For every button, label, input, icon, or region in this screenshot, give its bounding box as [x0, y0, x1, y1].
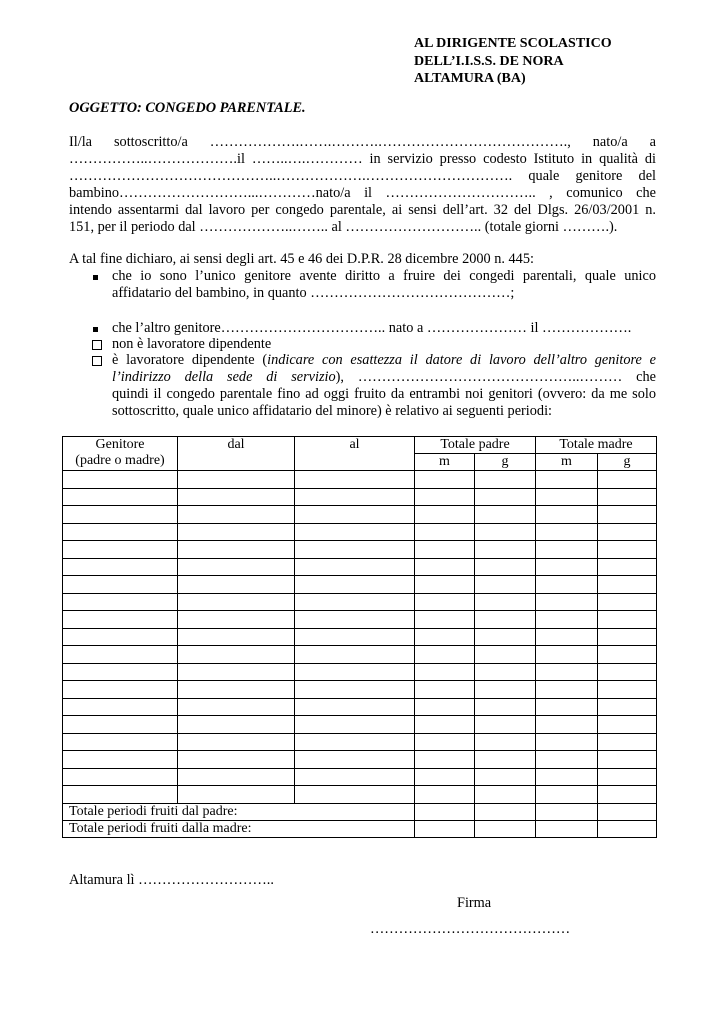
table-cell[interactable] — [536, 698, 598, 716]
table-cell[interactable] — [598, 558, 657, 576]
total-madre-label: Totale periodi fruiti dalla madre: — [63, 820, 415, 837]
table-cell[interactable] — [475, 576, 536, 594]
intro-line-6: 151, per il periodo dal ………………..…….. al ……………………….. (totale giorni ……….). — [69, 219, 618, 235]
table-cell[interactable] — [295, 628, 415, 646]
subheader-padre-g: g — [475, 454, 536, 471]
table-cell[interactable] — [598, 768, 657, 786]
table-cell[interactable] — [178, 558, 295, 576]
option-employee-line-4: sottoscritto, quale unico affidatario del minore) è relativo ai seguenti periodi: — [112, 403, 553, 419]
table-cell[interactable] — [598, 488, 657, 506]
table-cell[interactable] — [178, 786, 295, 804]
table-cell[interactable] — [178, 576, 295, 594]
subject-line: OGGETTO: CONGEDO PARENTALE. — [69, 100, 306, 116]
table-cell[interactable] — [63, 751, 178, 769]
table-cell[interactable] — [475, 523, 536, 541]
table-row — [63, 663, 657, 681]
table-row — [63, 768, 657, 786]
table-cell[interactable] — [598, 646, 657, 664]
intro-text: Il/la sottoscritto/a — [69, 134, 188, 150]
table-cell[interactable] — [63, 523, 178, 541]
table-cell[interactable] — [63, 663, 178, 681]
table-cell[interactable] — [415, 506, 475, 524]
table-cell[interactable] — [475, 663, 536, 681]
header-dal: dal — [178, 437, 295, 471]
total-madre-cell[interactable] — [536, 820, 598, 837]
table-cell[interactable] — [475, 733, 536, 751]
table-cell[interactable] — [415, 768, 475, 786]
table-cell[interactable] — [536, 786, 598, 804]
table-cell[interactable] — [415, 751, 475, 769]
table-cell[interactable] — [178, 698, 295, 716]
table-row — [63, 506, 657, 524]
table-row — [63, 628, 657, 646]
table-row — [63, 698, 657, 716]
table-cell[interactable] — [178, 611, 295, 629]
total-madre-cell[interactable] — [475, 820, 536, 837]
table-cell[interactable] — [415, 716, 475, 734]
intro-line-1 — [69, 134, 656, 151]
table-row — [63, 471, 657, 489]
table-cell[interactable] — [415, 681, 475, 699]
table-cell[interactable] — [178, 593, 295, 611]
total-padre-cell[interactable] — [415, 803, 475, 820]
table-cell[interactable] — [63, 733, 178, 751]
table-cell[interactable] — [536, 558, 598, 576]
table-row — [63, 611, 657, 629]
table-cell[interactable] — [63, 646, 178, 664]
table-cell[interactable] — [536, 488, 598, 506]
table-cell[interactable] — [415, 471, 475, 489]
table-cell[interactable] — [178, 541, 295, 559]
table-cell[interactable] — [598, 751, 657, 769]
table-row — [63, 733, 657, 751]
table-cell[interactable] — [415, 576, 475, 594]
table-cell[interactable] — [63, 593, 178, 611]
table-cell[interactable] — [536, 733, 598, 751]
table-cell[interactable] — [178, 663, 295, 681]
table-cell[interactable] — [295, 558, 415, 576]
table-cell[interactable] — [295, 681, 415, 699]
table-cell[interactable] — [63, 768, 178, 786]
table-row — [63, 523, 657, 541]
table-row — [63, 681, 657, 699]
table-cell[interactable] — [536, 506, 598, 524]
addressee-line-3: ALTAMURA (BA) — [414, 71, 526, 86]
table-cell[interactable] — [536, 716, 598, 734]
table-cell[interactable] — [415, 733, 475, 751]
table-row — [63, 716, 657, 734]
table-cell[interactable] — [295, 471, 415, 489]
item1-line-1: che io sono l’unico genitore avente diritto a fruire dei congedi parentali, quale unico — [112, 268, 656, 284]
table-cell[interactable] — [295, 768, 415, 786]
table-cell[interactable] — [63, 611, 178, 629]
header-genitore: Genitore (padre o madre) — [63, 437, 178, 471]
table-header-row — [63, 437, 657, 454]
header-al: al — [295, 437, 415, 471]
table-cell[interactable] — [475, 593, 536, 611]
table-cell[interactable] — [63, 716, 178, 734]
table-cell[interactable] — [475, 488, 536, 506]
header-totale-madre: Totale madre — [536, 437, 657, 454]
table-cell[interactable] — [598, 663, 657, 681]
table-row — [63, 488, 657, 506]
subheader-padre-m: m — [415, 454, 475, 471]
table-cell[interactable] — [536, 541, 598, 559]
table-cell[interactable] — [295, 593, 415, 611]
table-row — [63, 558, 657, 576]
table-cell[interactable] — [295, 646, 415, 664]
table-cell[interactable] — [63, 541, 178, 559]
table-cell[interactable] — [415, 628, 475, 646]
declaration-lead-text: A tal fine dichiaro, ai sensi degli art. 45 e 46 dei D.P.R. 28 dicembre 2000 n. 445: — [69, 251, 534, 267]
table-cell[interactable] — [536, 628, 598, 646]
table-cell[interactable] — [598, 733, 657, 751]
table-cell[interactable] — [63, 506, 178, 524]
total-madre-cell[interactable] — [598, 820, 657, 837]
declaration-lead — [69, 251, 656, 268]
subheader-madre-g: g — [598, 454, 657, 471]
table-cell[interactable] — [475, 716, 536, 734]
table-cell[interactable] — [295, 716, 415, 734]
table-cell[interactable] — [598, 681, 657, 699]
table-cell[interactable] — [295, 611, 415, 629]
table-cell[interactable] — [475, 471, 536, 489]
table-cell[interactable] — [178, 471, 295, 489]
intro-line-3 — [69, 168, 656, 185]
item1-line-2: affidatario del bambino, in quanto ……………………………………; — [112, 285, 515, 301]
table-cell[interactable] — [598, 471, 657, 489]
table-cell[interactable] — [178, 751, 295, 769]
total-padre-row — [63, 803, 657, 820]
table-cell[interactable] — [63, 576, 178, 594]
table-cell[interactable] — [63, 681, 178, 699]
table-cell[interactable] — [415, 786, 475, 804]
table-cell[interactable] — [598, 541, 657, 559]
table-cell[interactable] — [536, 663, 598, 681]
table-cell[interactable] — [598, 611, 657, 629]
periods-table — [62, 436, 657, 838]
table-cell[interactable] — [475, 541, 536, 559]
bullet-icon — [92, 268, 106, 285]
table-cell[interactable] — [295, 541, 415, 559]
table-cell[interactable] — [475, 698, 536, 716]
total-padre-label: Totale periodi fruiti dal padre: — [63, 803, 415, 820]
table-cell[interactable] — [178, 681, 295, 699]
total-madre-cell[interactable] — [415, 820, 475, 837]
table-cell[interactable] — [536, 576, 598, 594]
table-row — [63, 646, 657, 664]
table-cell[interactable] — [475, 611, 536, 629]
table-cell[interactable] — [63, 471, 178, 489]
table-cell[interactable] — [598, 628, 657, 646]
table-cell[interactable] — [178, 768, 295, 786]
table-cell[interactable] — [63, 698, 178, 716]
intro-fill-name: ……………….…….……….…………………………………., nato/a a — [209, 134, 656, 150]
total-padre-cell[interactable] — [475, 803, 536, 820]
table-cell[interactable] — [415, 593, 475, 611]
option-employee-line-3: quindi il congedo parentale fino ad oggi fruito da entrambi noi genitori (ovvero: da me solo — [112, 386, 656, 402]
table-cell[interactable] — [415, 663, 475, 681]
table-cell[interactable] — [295, 663, 415, 681]
table-row — [63, 786, 657, 804]
table-cell[interactable] — [63, 558, 178, 576]
table-cell[interactable] — [475, 506, 536, 524]
header-totale-padre: Totale padre — [415, 437, 536, 454]
table-cell[interactable] — [536, 646, 598, 664]
table-cell[interactable] — [475, 768, 536, 786]
intro-line-4: bambino………………………...…………nato/a il ………………………….. , comunico che — [69, 185, 656, 201]
table-cell[interactable] — [598, 698, 657, 716]
table-cell[interactable] — [598, 506, 657, 524]
table-row — [63, 593, 657, 611]
table-cell[interactable] — [475, 628, 536, 646]
item2-text: che l’altro genitore…………………………….. nato a ………………… il ………………. — [112, 320, 632, 336]
signature-label: Firma — [457, 895, 492, 911]
addressee-line-2: DELL’I.I.S.S. DE NORA — [414, 53, 564, 69]
table-row — [63, 541, 657, 559]
table-cell[interactable] — [536, 471, 598, 489]
option-not-employee-label: non è lavoratore dipendente — [112, 336, 272, 352]
table-cell[interactable] — [63, 786, 178, 804]
table-cell[interactable] — [295, 698, 415, 716]
table-cell[interactable] — [475, 751, 536, 769]
total-padre-cell[interactable] — [598, 803, 657, 820]
table-cell[interactable] — [178, 628, 295, 646]
table-cell[interactable] — [536, 768, 598, 786]
table-cell[interactable] — [598, 716, 657, 734]
table-cell[interactable] — [415, 698, 475, 716]
table-cell[interactable] — [178, 506, 295, 524]
table-row — [63, 751, 657, 769]
table-cell[interactable] — [295, 733, 415, 751]
table-cell[interactable] — [475, 558, 536, 576]
table-cell[interactable] — [415, 646, 475, 664]
table-cell[interactable] — [415, 558, 475, 576]
subheader-madre-m: m — [536, 454, 598, 471]
addressee-line-1: AL DIRIGENTE SCOLASTICO — [414, 36, 612, 51]
table-cell[interactable] — [295, 523, 415, 541]
intro-paragraph — [69, 134, 656, 236]
table-cell[interactable] — [536, 751, 598, 769]
table-cell[interactable] — [295, 576, 415, 594]
total-padre-cell[interactable] — [536, 803, 598, 820]
table-cell[interactable] — [598, 593, 657, 611]
table-body — [63, 471, 657, 804]
checkbox-employee[interactable] — [92, 352, 106, 371]
table-cell[interactable] — [178, 646, 295, 664]
table-cell[interactable] — [295, 786, 415, 804]
intro-line-2: ……………..……………….il ……..….………… in servizio presso codesto Istituto in qualità di — [69, 151, 656, 167]
table-cell[interactable] — [475, 786, 536, 804]
table-cell[interactable] — [178, 716, 295, 734]
table-cell[interactable] — [178, 488, 295, 506]
table-cell[interactable] — [536, 593, 598, 611]
table-cell[interactable] — [475, 681, 536, 699]
table-cell[interactable] — [536, 611, 598, 629]
table-cell[interactable] — [415, 611, 475, 629]
intro-line-5: intendo assentarmi dal lavoro per congedo parentale, ai sensi dell’art. 32 del Dlgs. 26/03/2001 n. — [69, 202, 656, 218]
bullet-icon — [92, 320, 106, 337]
table-cell[interactable] — [598, 523, 657, 541]
table-row — [63, 576, 657, 594]
table-cell[interactable] — [178, 733, 295, 751]
table-cell[interactable] — [598, 786, 657, 804]
table-cell[interactable] — [295, 751, 415, 769]
addressee-block — [414, 35, 612, 88]
table-cell[interactable] — [295, 506, 415, 524]
table-cell[interactable] — [295, 488, 415, 506]
table-cell[interactable] — [415, 541, 475, 559]
table-cell[interactable] — [415, 488, 475, 506]
place-date-line: Altamura lì ……………………….. — [69, 872, 274, 888]
intro-fill-role: ……………………………………..……………….…………………………. — [69, 168, 513, 184]
total-madre-row — [63, 820, 657, 837]
table-cell[interactable] — [63, 628, 178, 646]
table-cell[interactable] — [536, 523, 598, 541]
table-cell[interactable] — [63, 488, 178, 506]
table-cell[interactable] — [475, 646, 536, 664]
table-cell[interactable] — [536, 681, 598, 699]
option-employee-line-1: è lavoratore dipendente (indicare con esattezza il datore di lavoro dell’altro genitore e — [112, 352, 656, 368]
table-cell[interactable] — [178, 523, 295, 541]
table-cell[interactable] — [598, 576, 657, 594]
signature-line: …………………………………… — [370, 921, 571, 937]
table-cell[interactable] — [415, 523, 475, 541]
intro-text: quale genitore del — [528, 168, 656, 184]
option-employee-line-2: l’indirizzo della sede di servizio), ………………………………………..……… che — [112, 369, 656, 385]
